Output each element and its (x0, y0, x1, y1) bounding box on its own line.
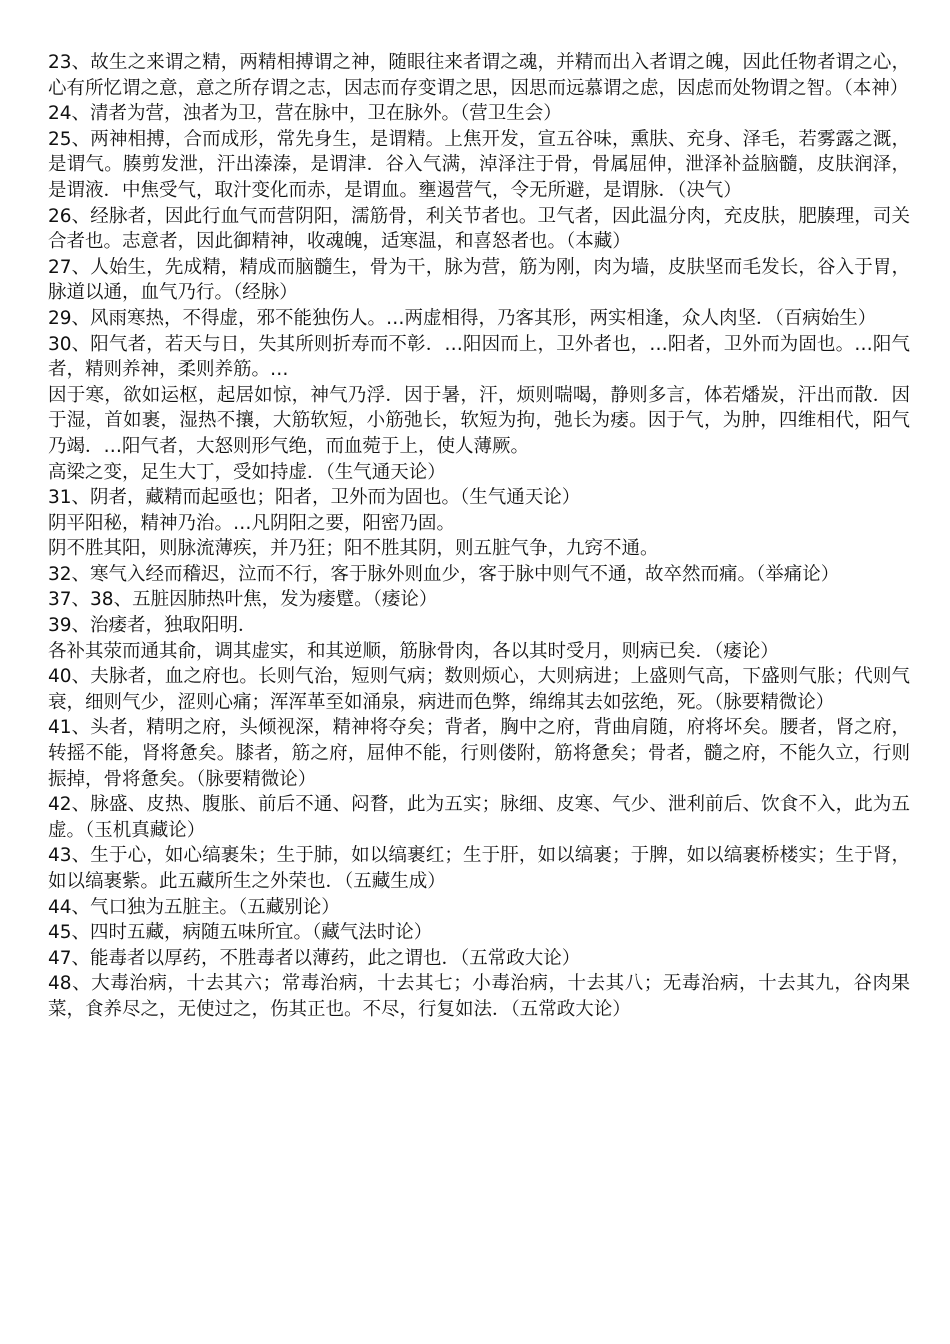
paragraph-45: 45、四时五藏，病随五味所宜。（藏气法时论） (48, 922, 433, 944)
paragraph-47: 47、能毒者以厚药，不胜毒者以薄药，此之谓也．（五常政大论） (48, 947, 581, 969)
paragraph-24: 24、清者为营，浊者为卫，营在脉中，卫在脉外。（营卫生会） (48, 103, 562, 125)
paragraph-31: 31、阴者，藏精而起亟也；阳者，卫外而为固也。（生气通天论） (48, 487, 581, 509)
paragraph-40: 40、夫脉者，血之府也。长则气治，短则气病；数则烦心，大则病进；上盛则气高，下盛则气胀；代则气衰，细则气少，涩则心痛；浑浑革至如涌泉，病进而色弊，绵绵其去如弦绝，死。（脉要精微论） (48, 666, 910, 713)
paragraph-42: 42、脉盛、皮热、腹胀、前后不通、闷瞀，此为五实；脉细、皮寒、气少、泄利前后、饮食不入，此为五虚。（玉机真藏论） (48, 794, 910, 841)
paragraph-39: 39、治痿者，独取阳明． (48, 615, 257, 637)
paragraph-30: 30、阳气者，若天与日，失其所则折寿而不彰．…阳因而上，卫外者也，…阳者，卫外而为固也。…阳气者，精则养神，柔则养筋。… (48, 333, 910, 381)
paragraph-31-cont-1: 阴平阳秘，精神乃治。…凡阴阳之要，阳密乃固。 (48, 512, 456, 534)
paragraph-44: 44、气口独为五脏主。（五藏别论） (48, 896, 340, 918)
paragraph-23: 23、故生之来谓之精，两精相搏谓之神，随眼往来者谓之魂，并精而出入者谓之魄，因此任物者谓之心，心有所忆谓之意，意之所存谓之志，因志而存变谓之思，因思而远慕谓之虑，因虑而处物谓之智。（本神） (48, 52, 910, 99)
document-body (48, 50, 910, 1023)
paragraph-48: 48、大毒治病，十去其六；常毒治病，十去其七；小毒治病，十去其八；无毒治病，十去其九，谷肉果菜，食养尽之，无使过之，伤其正也。不尽，行复如法．（五常政大论） (48, 973, 910, 1020)
paragraph-37-38: 37、38、五脏因肺热叶焦，发为痿躄。（痿论） (48, 589, 438, 611)
paragraph-39-cont: 各补其荥而通其俞，调其虚实，和其逆顺，筋脉骨肉，各以其时受月，则病已矣．（痿论） (48, 640, 779, 662)
paragraph-30-cont-1: 因于寒，欲如运枢，起居如惊，神气乃浮．因于暑，汗，烦则喘喝，静则多言，体若燔炭，汗出而散．因于湿，首如裹，湿热不攘，大筋软短，小筋弛长，软短为拘，弛长为痿。因于气，为肿，四维相代，阳气乃竭．…阳气者，大怒则形气绝，而血菀于上，使人薄厥。 (48, 384, 910, 457)
paragraph-29: 29、风雨寒热，不得虚，邪不能独伤人。…两虚相得，乃客其形，两实相逢，众人肉坚．（百病始生） (48, 307, 877, 329)
paragraph-32: 32、寒气入经而稽迟，泣而不行，客于脉外则血少，客于脉中则气不通，故卒然而痛。（举痛论） (48, 563, 840, 585)
paragraph-31-cont-2: 阴不胜其阳，则脉流薄疾，并乃狂；阳不胜其阴，则五脏气争，九窍不通。 (48, 538, 659, 560)
paragraph-30-cont-2: 高梁之变，足生大丁，受如持虚．（生气通天论） (48, 461, 446, 483)
paragraph-26: 26、经脉者，因此行血气而营阴阳，濡筋骨，利关节者也。卫气者，因此温分肉，充皮肤，肥腠理，司关合者也。志意者，因此御精神，收魂魄，适寒温，和喜怒者也。（本藏） (48, 205, 910, 253)
paragraph-41: 41、头者，精明之府，头倾视深，精神将夺矣；背者，胸中之府，背曲肩随，府将坏矣。腰者，肾之府，转摇不能，肾将惫矣。膝者，筋之府，屈伸不能，行则偻附，筋将惫矣；骨者，髓之府，不能久立，行则振掉，骨将惫矣。（脉要精微论） (48, 717, 910, 790)
paragraph-43: 43、生于心，如心缟裹朱；生于肺，如以缟裹红；生于肝，如以缟裹；于脾，如以缟裹桥楼实；生于肾，如以缟裹紫。此五藏所生之外荣也．（五藏生成） (48, 845, 910, 892)
paragraph-27: 27、人始生，先成精，精成而脑髓生，骨为干，脉为营，筋为刚，肉为墙，皮肤坚而毛发长，谷入于胃，脉道以通，血气乃行。（经脉） (48, 256, 910, 304)
paragraph-25: 25、两神相搏，合而成形，常先身生，是谓精。上焦开发，宣五谷味，熏肤、充身、泽毛，若雾露之溉，是谓气。腠剪发泄，汗出溱溱，是谓津．谷入气满，淖泽注于骨，骨属屈伸，泄泽补益脑髓，皮肤润泽，是谓液．中焦受气，取汁变化而赤，是谓血。壅遏营气，令无所避，是谓脉．（决气） (48, 128, 910, 201)
